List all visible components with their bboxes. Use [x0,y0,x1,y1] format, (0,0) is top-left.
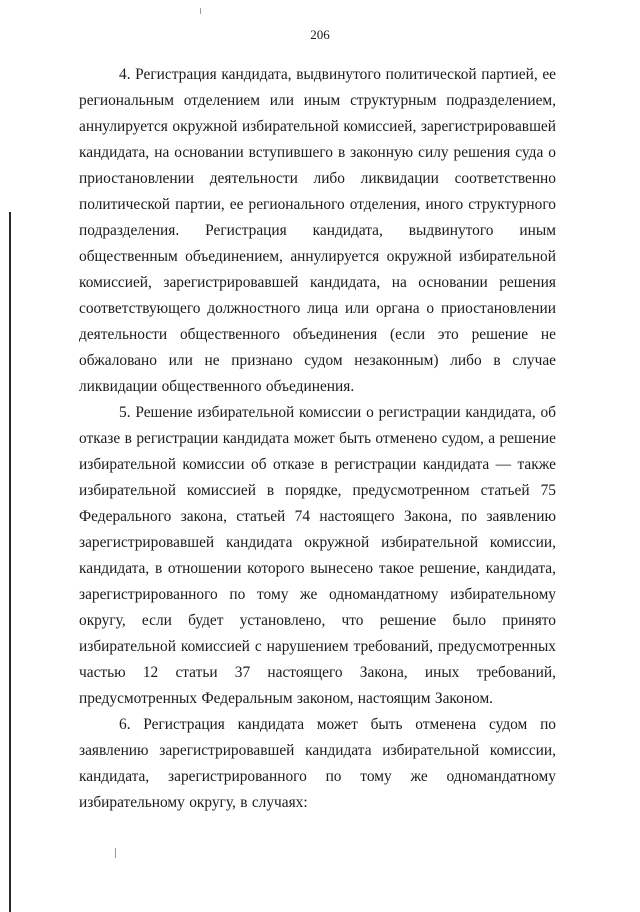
page-number: 206 [310,27,330,42]
scan-margin-mark [9,212,11,912]
paragraph-5: 5. Решение избирательной комиссии о регистрации кандидата, об отказе в регистрации кандидата может быть отменено судом, а решение избирательной комиссии об отказе в регистрации кандидата — также избирательной комиссией в порядке, предусмотренном статьей 75 Федерального закона, статьей 74 настоящего Закона, по заявлению зарегистрировавшей кандидата окружной избирательной комиссии, кандидата, в отношении которого вынесено такое решение, кандидата, зарегистрированного по тому же одномандатному избирательному округу, если будет установлено, что решение было принято избирательной комиссией с нарушением требований, предусмотренных частью 12 статьи 37 настоящего Закона, иных требований, предусмотренных Федеральным законом, настоящим Законом. [79,404,556,707]
paragraph-6: 6. Регистрация кандидата может быть отменена судом по заявлению зарегистрировавшей кандидата избирательной комиссии, кандидата, зарегистрированного по тому же одномандатному избирательному округу, в случаях: [79,716,556,811]
scan-speck [115,848,116,858]
scan-speck [200,8,201,14]
paragraph-4: 4. Регистрация кандидата, выдвинутого политической партией, ее региональным отделением или иным структурным подразделением, аннулируется окружной избирательной комиссией, зарегистрировавшей кандидата, на основании вступившего в законную силу решения суда о приостановлении деятельности либо ликвидации соответственно политической партии, ее регионального отделения, иного структурного подразделения. Регистрация кандидата, выдвинутого иным общественным объединением, аннулируется окружной избирательной комиссией, зарегистрировавшей кандидата, на основании решения соответствующего должностного лица или органа о приостановлении деятельности общественного объединения (если это решение не обжаловано или не признано судом незаконным) либо в случае ликвидации общественного объединения. [79,66,556,395]
document-body [79,62,556,816]
